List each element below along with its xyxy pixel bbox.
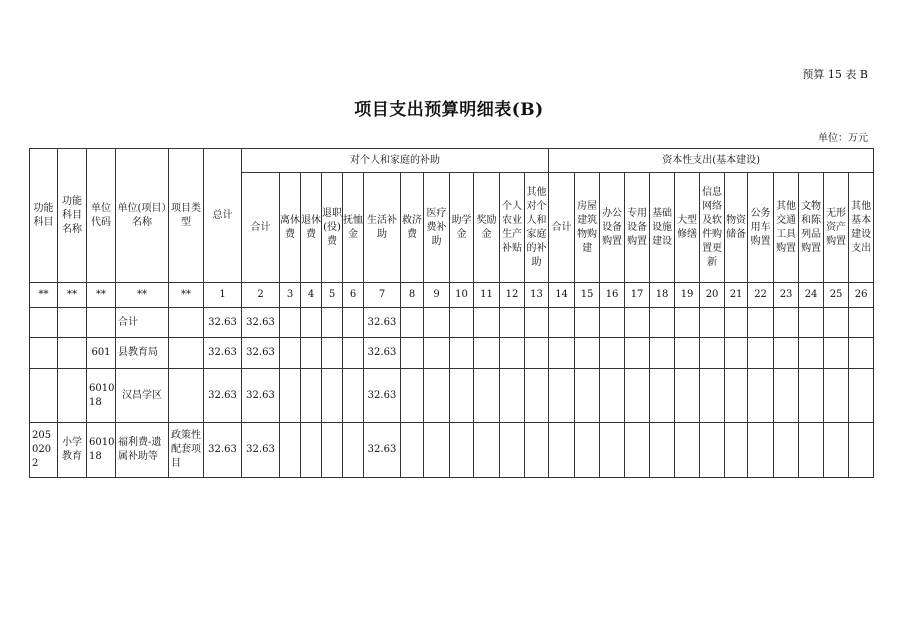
index-cell: 24: [799, 283, 824, 308]
table-row: [30, 369, 874, 423]
index-cell: 3: [280, 283, 301, 308]
header-personal-col: 助学金: [450, 173, 474, 283]
cell-total: 32.63: [204, 423, 242, 478]
expenditure-table: [29, 148, 874, 478]
cell-unit-code: 601018: [87, 369, 116, 423]
index-cell: 23: [774, 283, 799, 308]
index-cell: 12: [500, 283, 525, 308]
header-capital-col: 文物和陈列品购置: [799, 173, 824, 283]
index-cell: 14: [549, 283, 575, 308]
cell-proj-type: 政策性配套项目: [169, 423, 204, 478]
index-cell: **: [116, 283, 169, 308]
cell-proj-type: [169, 308, 204, 338]
header-capital-col: 基础设施建设: [650, 173, 675, 283]
header-proj-type: 项目类型: [169, 149, 204, 283]
cell-unit-code: 601018: [87, 423, 116, 478]
cell-func-name: [58, 338, 87, 369]
table-row: [30, 423, 874, 478]
index-cell: 18: [650, 283, 675, 308]
cell-unit-name: 县教育局: [116, 338, 169, 369]
index-row: [30, 283, 874, 308]
cell-unit-name: 福利费-遗属补助等: [116, 423, 169, 478]
cell-living-subsidy: 32.63: [364, 423, 401, 478]
index-cell: 5: [322, 283, 343, 308]
header-personal-col: 合计: [242, 173, 280, 283]
index-cell: 20: [700, 283, 725, 308]
index-cell: 25: [824, 283, 849, 308]
header-unit-code: 单位代码: [87, 149, 116, 283]
header-personal-col: 奖励金: [474, 173, 500, 283]
index-cell: 2: [242, 283, 280, 308]
index-cell: 16: [600, 283, 625, 308]
cell-proj-type: [169, 338, 204, 369]
index-cell: 1: [204, 283, 242, 308]
index-cell: 15: [575, 283, 600, 308]
index-cell: 6: [343, 283, 364, 308]
header-personal-col: 其他对个人和家庭的补助: [525, 173, 549, 283]
header-capital-col: 物资储备: [725, 173, 748, 283]
header-row-group: [30, 149, 874, 173]
index-cell: 4: [301, 283, 322, 308]
cell-unit-code: [87, 308, 116, 338]
header-group-personal: 对个人和家庭的补助: [242, 149, 549, 173]
cell-living-subsidy: 32.63: [364, 369, 401, 423]
cell-func-code: [30, 369, 58, 423]
cell-personal-total: 32.63: [242, 369, 280, 423]
header-unit-name: 单位(项目）名称: [116, 149, 169, 283]
header-capital-col: 信息网络及软件购置更新: [700, 173, 725, 283]
index-cell: 21: [725, 283, 748, 308]
header-capital-col: 合计: [549, 173, 575, 283]
page-title: 项目支出预算明细表(B): [354, 100, 544, 120]
cell-func-code: [30, 308, 58, 338]
header-group-capital: 资本性支出(基本建设): [549, 149, 874, 173]
index-cell: 11: [474, 283, 500, 308]
header-capital-col: 无形资产购置: [824, 173, 849, 283]
index-cell: 7: [364, 283, 401, 308]
header-capital-col: 其他基本建设支出: [849, 173, 874, 283]
header-personal-col: 抚恤金: [343, 173, 364, 283]
cell-func-name: [58, 308, 87, 338]
form-code: 预算 15 表 B: [802, 68, 868, 81]
header-personal-col: 退职(役)费: [322, 173, 343, 283]
cell-unit-name: 汉昌学区: [116, 369, 169, 423]
header-personal-col: 生活补助: [364, 173, 401, 283]
header-capital-col: 办公设备购置: [600, 173, 625, 283]
cell-personal-total: 32.63: [242, 338, 280, 369]
index-cell: **: [87, 283, 116, 308]
cell-total: 32.63: [204, 338, 242, 369]
index-cell: **: [30, 283, 58, 308]
header-personal-col: 退休费: [301, 173, 322, 283]
cell-func-name: [58, 369, 87, 423]
cell-total: 32.63: [204, 369, 242, 423]
cell-personal-total: 32.63: [242, 308, 280, 338]
index-cell: 17: [625, 283, 650, 308]
cell-proj-type: [169, 369, 204, 423]
index-cell: 19: [675, 283, 700, 308]
header-total: 总计: [204, 149, 242, 283]
index-cell: **: [169, 283, 204, 308]
header-capital-col: 其他交通工具购置: [774, 173, 799, 283]
cell-func-code: 2050202: [30, 423, 58, 478]
cell-living-subsidy: 32.63: [364, 338, 401, 369]
header-personal-col: 离休费: [280, 173, 301, 283]
cell-unit-code: 601: [87, 338, 116, 369]
index-cell: 22: [748, 283, 774, 308]
header-personal-col: 个人农业生产补贴: [500, 173, 525, 283]
table-row: [30, 308, 874, 338]
index-cell: 10: [450, 283, 474, 308]
header-personal-col: 救济费: [401, 173, 424, 283]
cell-func-code: [30, 338, 58, 369]
cell-living-subsidy: 32.63: [364, 308, 401, 338]
unit-label: 单位：万元: [818, 133, 868, 144]
header-capital-col: 公务用车购置: [748, 173, 774, 283]
cell-total: 32.63: [204, 308, 242, 338]
header-personal-col: 医疗费补助: [424, 173, 450, 283]
header-func-code: 功能科目: [30, 149, 58, 283]
cell-unit-name: 合计: [116, 308, 169, 338]
header-capital-col: 房屋建筑物购建: [575, 173, 600, 283]
table-row: [30, 338, 874, 369]
index-cell: 26: [849, 283, 874, 308]
index-cell: **: [58, 283, 87, 308]
header-capital-col: 专用设备购置: [625, 173, 650, 283]
header-func-name: 功能科目名称: [58, 149, 87, 283]
cell-personal-total: 32.63: [242, 423, 280, 478]
index-cell: 9: [424, 283, 450, 308]
cell-func-name: 小学教育: [58, 423, 87, 478]
index-cell: 13: [525, 283, 549, 308]
header-capital-col: 大型修缮: [675, 173, 700, 283]
index-cell: 8: [401, 283, 424, 308]
